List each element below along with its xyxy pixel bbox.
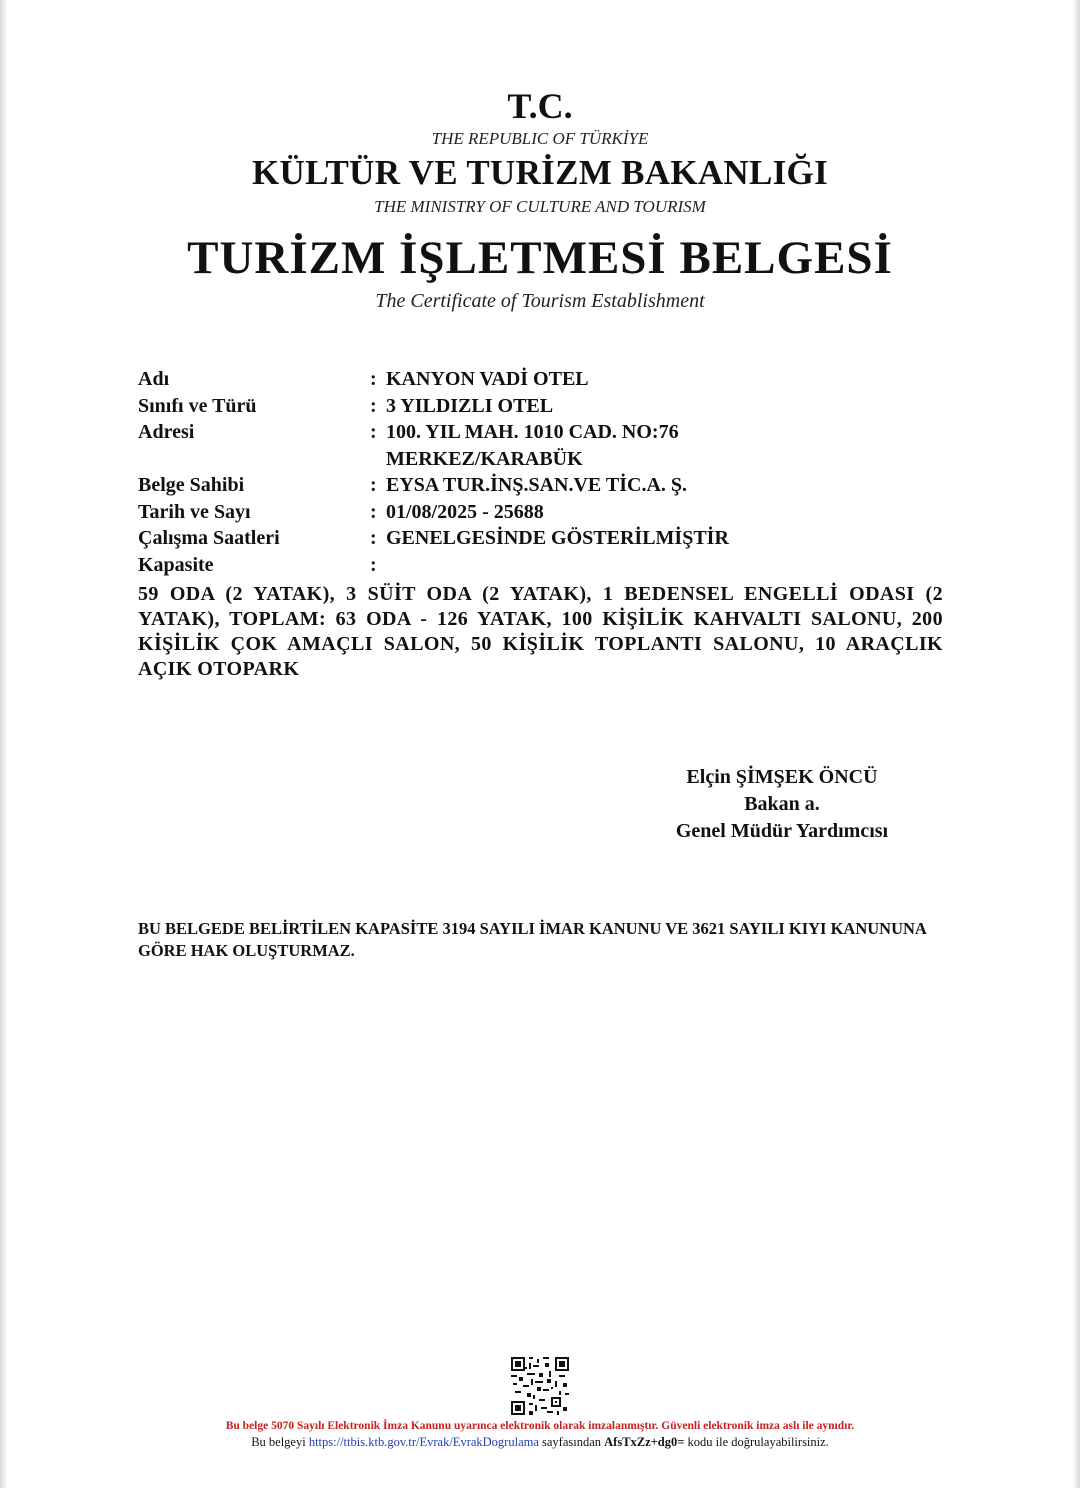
certificate-fields [138, 366, 958, 578]
field-working-hours [138, 525, 958, 552]
field-address [138, 419, 958, 472]
field-label: Tarih ve Sayı [138, 500, 251, 523]
signature-block [640, 764, 924, 845]
document-footer [0, 1418, 1080, 1451]
field-value [386, 552, 958, 579]
field-label: Belge Sahibi [138, 474, 245, 496]
field-value [386, 419, 958, 472]
document-header [0, 84, 1080, 314]
e-signature-notice: Bu belge 5070 Sayılı Elektronik İmza Kanunu uyarınca elektronik olarak imzalanmıştır. Güvenli elektronik imza aslı ile aynıdır. [225, 1420, 855, 1432]
verify-middle: sayfasından [542, 1435, 602, 1449]
verification-code: AfsTxZz+dg0= [604, 1435, 685, 1449]
field-colon: : [370, 394, 377, 417]
field-name [138, 366, 958, 393]
republic-subtitle: THE REPUBLIC OF TÜRKİYE [431, 129, 649, 148]
capacity-details: 59 ODA (2 YATAK), 3 SÜİT ODA (2 YATAK), 1 BEDENSEL ENGELLİ ODASI (2 YATAK), TOPLAM: 63 ODA - 126 YATAK, 100 KİŞİLİK KAHVALTI SALONU, 200 KİŞİLİK ÇOK AMAÇLI SALON, 50 KİŞİLİK TOPLANTI SALONU, 10 ARAÇLIK AÇIK OTOPARK [138, 583, 943, 680]
field-label: Çalışma Saatleri [138, 527, 280, 549]
field-colon: : [370, 474, 377, 496]
legal-notice: BU BELGEDE BELİRTİLEN KAPASİTE 3194 SAYILI İMAR KANUNU VE 3621 SAYILI KIYI KANUNUNA GÖRE HAK OLUŞTURMAZ. [138, 919, 926, 960]
ministry-subtitle: THE MINISTRY OF CULTURE AND TOURISM [374, 197, 706, 216]
field-label: Adı [138, 368, 170, 390]
verification-line [0, 1434, 1080, 1451]
field-label: Kapasite [138, 553, 214, 576]
field-value: 3 YILDIZLI OTEL [386, 394, 554, 417]
field-value: KANYON VADİ OTEL [386, 368, 589, 390]
field-owner [138, 472, 958, 499]
field-colon: : [370, 421, 377, 443]
tc-heading: T.C. [507, 86, 573, 126]
ministry-heading: KÜLTÜR VE TURİZM BAKANLIĞI [251, 153, 829, 192]
field-value: 01/08/2025 - 25688 [386, 500, 544, 523]
verify-suffix: kodu ile doğrulayabilirsiniz. [687, 1435, 829, 1449]
field-date-number [138, 499, 958, 526]
address-line-1: 100. YIL MAH. 1010 CAD. NO:76 [386, 421, 679, 443]
qr-code-icon[interactable] [511, 1357, 569, 1415]
verification-link[interactable]: https://ttbis.ktb.gov.tr/Evrak/EvrakDogrulama [308, 1435, 539, 1449]
field-value: EYSA TUR.İNŞ.SAN.VE TİC.A. Ş. [386, 474, 688, 496]
field-colon: : [370, 527, 377, 549]
certificate-title: TURİZM İŞLETMESİ BELGESİ [187, 232, 893, 284]
field-label: Sınıfı ve Türü [138, 394, 257, 417]
field-colon: : [370, 368, 377, 390]
field-label: Adresi [138, 421, 195, 443]
field-capacity [138, 552, 958, 579]
field-class-type [138, 393, 958, 420]
signatory-title: Genel Müdür Yardımcısı [675, 820, 889, 842]
certificate-subtitle: The Certificate of Tourism Establishment [375, 290, 705, 312]
signatory-name: Elçin ŞİMŞEK ÖNCÜ [686, 766, 878, 788]
field-colon: : [370, 500, 377, 523]
address-line-2: MERKEZ/KARABÜK [386, 447, 583, 470]
verify-prefix: Bu belgeyi [251, 1435, 306, 1449]
signatory-on-behalf: Bakan a. [744, 793, 820, 815]
field-colon: : [370, 553, 377, 576]
field-value: GENELGESİNDE GÖSTERİLMİŞTİR [386, 527, 729, 549]
